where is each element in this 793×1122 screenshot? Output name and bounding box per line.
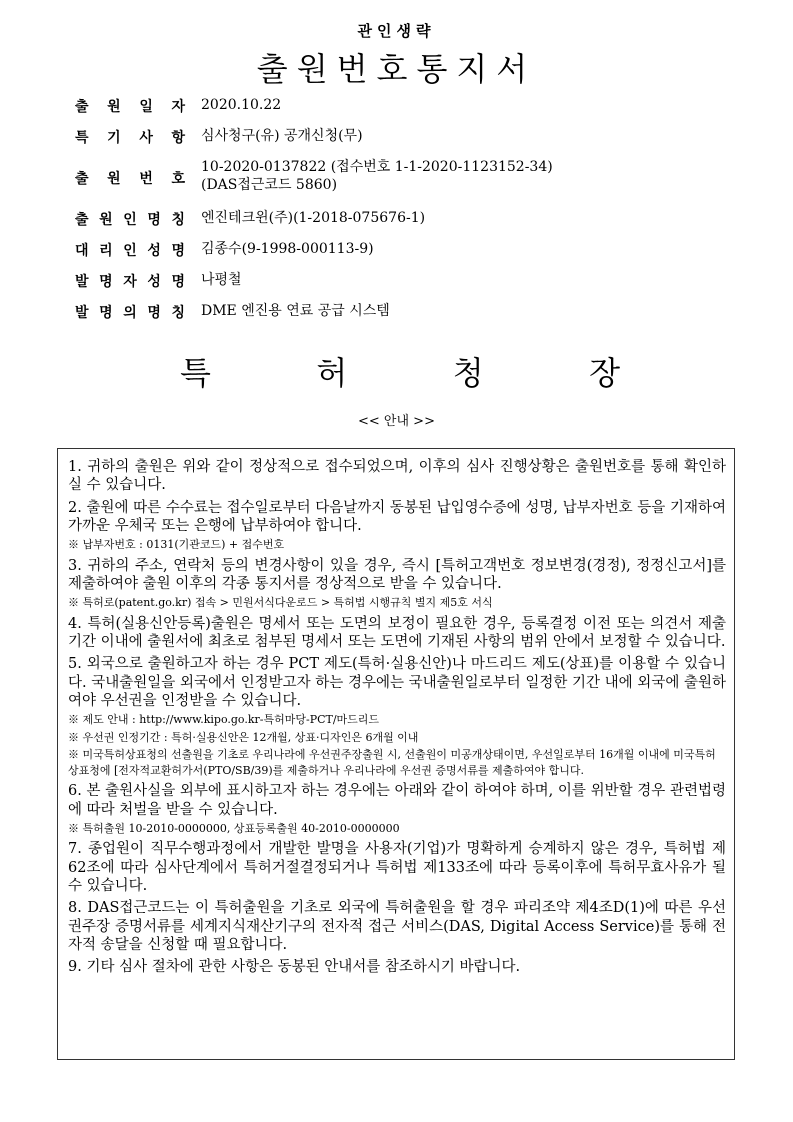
guide-item-6: 6. 본 출원사실을 외부에 표시하고자 하는 경우에는 아래와 같이 하여야 하며, 이를 위반할 경우 관련법령에 따라 처벌을 받을 수 있습니다. bbox=[68, 783, 726, 818]
issuing-office bbox=[180, 348, 620, 394]
info-value bbox=[201, 302, 390, 320]
info-label-char: 자 bbox=[123, 274, 137, 290]
guide-note: ※ 납부자번호 : 0131(기관코드) + 접수번호 bbox=[68, 538, 285, 552]
info-label-char: 발 bbox=[75, 274, 89, 290]
office-char: 청 bbox=[452, 354, 484, 392]
info-label-char: 일 bbox=[139, 99, 153, 115]
info-value bbox=[201, 96, 281, 114]
info-label-char: 자 bbox=[171, 99, 185, 115]
info-label-char: 성 bbox=[147, 243, 161, 259]
info-value bbox=[201, 158, 553, 194]
guide-item-1: 1. 귀하의 출원은 위와 같이 정상적으로 접수되었으며, 이후의 심사 진행상황은 출원번호를 통해 확인하실 수 있습니다. bbox=[68, 459, 726, 494]
info-value-line: 10-2020-0137822 (접수번호 1-1-2020-1123152-34) bbox=[201, 159, 553, 175]
guide-items bbox=[68, 458, 726, 980]
info-label bbox=[75, 168, 185, 188]
info-label-char: 특 bbox=[75, 130, 89, 146]
info-value-line: (DAS접근코드 5860) bbox=[201, 177, 338, 193]
info-label-char: 호 bbox=[171, 171, 185, 187]
info-label-char: 칭 bbox=[171, 212, 185, 228]
info-value-line: 2020.10.22 bbox=[201, 97, 282, 113]
info-label-char: 명 bbox=[99, 305, 113, 321]
info-label-char: 기 bbox=[107, 130, 121, 146]
guide-title: << 안내 >> bbox=[358, 414, 435, 429]
info-label-char: 인 bbox=[123, 212, 137, 228]
info-label-char: 성 bbox=[147, 274, 161, 290]
guide-item-4: 4. 특허(실용신안등록)출원은 명세서 또는 도면의 보정이 필요한 경우, 등록결정 이전 또는 의견서 제출기간 이내에 출원서에 최초로 첨부된 명세서 또는 도면에 기재된 사항의 범위 안에서 보정할 수 있습니다. bbox=[68, 615, 726, 651]
info-label-char: 리 bbox=[99, 243, 113, 259]
guide-note: ※ 우선권 인정기간 : 특허·실용신안은 12개월, 상표·디자인은 6개월 이내 bbox=[68, 730, 419, 744]
info-label-char: 명 bbox=[171, 243, 185, 259]
info-label bbox=[75, 209, 185, 229]
info-label bbox=[75, 127, 185, 147]
info-label-char: 항 bbox=[171, 130, 185, 146]
guide-item-3: 3. 귀하의 주소, 연락처 등의 변경사항이 있을 경우, 즉시 [특허고객번호 정보변경(경정), 정정신고서]를 제출하여야 출원 이후의 각종 통지서를 정상적으로 받을 수 있습니다. bbox=[68, 557, 726, 592]
info-label bbox=[75, 96, 185, 116]
info-label-char: 발 bbox=[75, 305, 89, 321]
info-value-line: DME 엔진용 연료 공급 시스템 bbox=[201, 303, 390, 319]
guide-box bbox=[57, 448, 735, 1060]
info-label-char: 출 bbox=[75, 171, 89, 187]
info-label bbox=[75, 271, 185, 291]
guide-note: ※ 미국특허상표청의 선출원을 기초로 우리나라에 우선권주장출원 시, 선출원이 미공개상태이면, 우선일로부터 16개월 이내에 미국특허상표청에 [전자적교환허가서(PTO/SB/39)를 제출하거나 우리나라에 우선권 증명서류를 제출하여야 합니다. bbox=[68, 748, 716, 777]
guide-note: ※ 특허출원 10-2010-0000000, 상표등록출원 40-2010-0000000 bbox=[68, 821, 400, 835]
document-title: 출원번호통지서 bbox=[256, 50, 537, 88]
info-label-char: 명 bbox=[147, 305, 161, 321]
document-subtitle: 관인생략 bbox=[357, 22, 436, 40]
guide-item-2: 2. 출원에 따른 수수료는 접수일로부터 다음날까지 동봉된 납입영수증에 성명, 납부자번호 등을 기재하여 가까운 우체국 또는 은행에 납부하여야 합니다. bbox=[68, 499, 726, 534]
info-label-char: 출 bbox=[75, 99, 89, 115]
office-char: 허 bbox=[316, 354, 348, 392]
guide-item-notes bbox=[68, 712, 726, 778]
info-value bbox=[201, 271, 242, 289]
info-label-char: 출 bbox=[75, 212, 89, 228]
info-label bbox=[75, 240, 185, 260]
info-label-char: 의 bbox=[123, 305, 137, 321]
guide-item-notes bbox=[68, 595, 726, 611]
guide-item-8: 8. DAS접근코드는 이 특허출원을 기초로 외국에 특허출원을 할 경우 파리조약 제4조D(1)에 따른 우선권주장 증명서류를 세계지식재산기구의 전자적 접근 서비스(DAS, Digital Access Service)를 통해 전자적 송달을 신청할 때 필요합니다. bbox=[68, 900, 726, 953]
info-label-char: 번 bbox=[139, 171, 153, 187]
guide-item-5: 5. 외국으로 출원하고자 하는 경우 PCT 제도(특허·실용신안)나 마드리드 제도(상표)를 이용할 수 있습니다. 국내출원일을 외국에서 인정받고자 하는 경우에는 국내출원일로부터 일정한 기간 내에 외국에 출원하여야 우선권을 인정받을 수 있습니다. bbox=[68, 656, 726, 709]
info-value-line: 나평철 bbox=[201, 272, 242, 288]
guide-item-7: 7. 종업원이 직무수행과정에서 개발한 발명을 사용자(기업)가 명확하게 승계하지 않은 경우, 특허법 제62조에 따라 심사단계에서 특허거절결정되거나 특허법 제133조에 따라 등록이후에 특허무효사유가 될 수 있습니다. bbox=[68, 841, 726, 894]
info-value-line: 심사청구(유) 공개신청(무) bbox=[201, 128, 363, 144]
info-label-char: 대 bbox=[75, 243, 89, 259]
info-value-line: 엔진테크윈(주)(1-2018-075676-1) bbox=[201, 210, 426, 226]
info-label-char: 인 bbox=[123, 243, 137, 259]
info-label-char: 명 bbox=[147, 212, 161, 228]
guide-note: ※ 특허로(patent.go.kr) 접속 > 민원서식다운로드 > 특허법 시행규칙 별지 제5호 서식 bbox=[68, 596, 493, 610]
info-label bbox=[75, 302, 185, 322]
info-label-char: 원 bbox=[107, 171, 121, 187]
info-value bbox=[201, 209, 425, 227]
info-value bbox=[201, 240, 374, 258]
guide-item-9: 9. 기타 심사 절차에 관한 사항은 동봉된 안내서를 참조하시기 바랍니다. bbox=[68, 959, 521, 976]
info-label-char: 칭 bbox=[171, 305, 185, 321]
info-value bbox=[201, 127, 363, 145]
info-value-line: 김종수(9-1998-000113-9) bbox=[201, 241, 374, 257]
info-label-char: 원 bbox=[99, 212, 113, 228]
office-char: 장 bbox=[589, 354, 620, 392]
guide-note: ※ 제도 안내 : http://www.kipo.go.kr-특허마당-PCT/마드리드 bbox=[68, 713, 380, 727]
guide-item-notes bbox=[68, 537, 726, 553]
info-label-char: 사 bbox=[139, 130, 153, 146]
info-label-char: 명 bbox=[99, 274, 113, 290]
info-label-char: 명 bbox=[171, 274, 185, 290]
office-char: 특 bbox=[180, 354, 211, 392]
info-label-char: 원 bbox=[107, 99, 121, 115]
guide-item-notes bbox=[68, 821, 726, 837]
